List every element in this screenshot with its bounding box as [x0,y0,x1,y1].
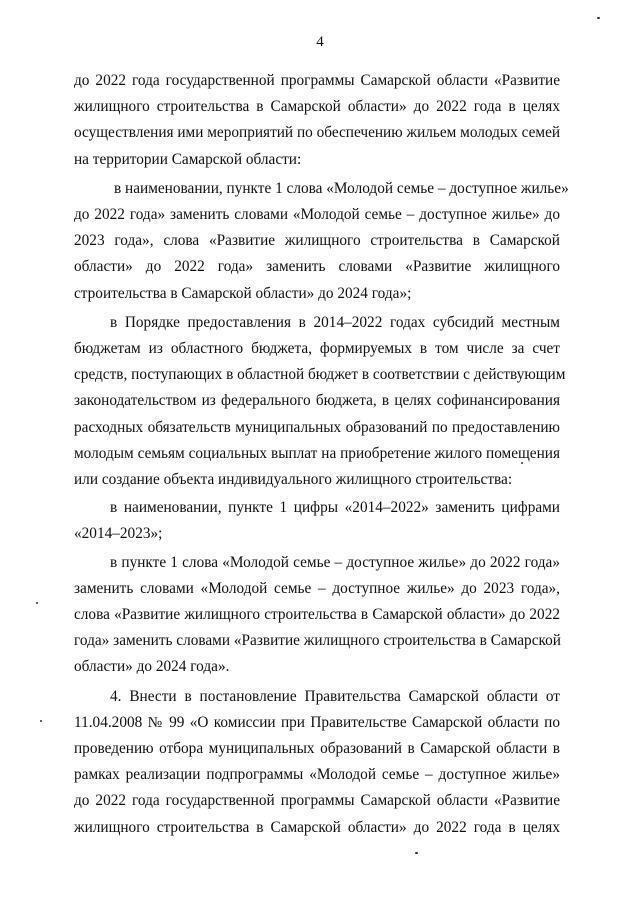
text-line: в пункте 1 слова «Молодой семье – доступное жилье» до 2022 года» [110,553,560,571]
text-line: до 2022 года» заменить словами «Молодой семье – доступное жилье» до [74,206,560,224]
text-line: в Порядке предоставления в 2014–2022 годах субсидий местным [110,313,560,331]
text-line: средств, поступающих в областной бюджет в соответствии с действующим [74,366,566,384]
paragraph-item-4 [74,684,560,841]
text-line: области» до 2024 года». [74,658,230,676]
scan-speck [40,720,42,722]
paragraph-naming-amendment [74,176,569,307]
text-line: «2014–2023»; [74,525,163,543]
scan-speck [597,17,600,19]
text-line: заменить словами «Молодой семье – доступное жилье» до 2023 года», [74,579,560,597]
text-line: на территории Самарской области: [74,150,302,168]
text-line: проведению отбора муниципальных образований в Самарской области в [74,740,560,758]
text-line: или создание объекта индивидуального жилищного строительства: [74,471,513,489]
text-line: строительства в Самарской области» до 2024 года»; [74,284,412,302]
paragraph-point-1-amendment [74,550,560,681]
text-line: области» до 2022 года» заменить словами «Развитие жилищного [74,258,560,276]
text-line: законодательством из федерального бюджета, в целях софинансирования [74,392,560,410]
text-line: слова «Развитие жилищного строительства в Самарской области» до 2022 [74,606,560,624]
text-line: молодым семьям социальных выплат на приобретение жилого помещения [74,444,560,462]
text-line: рамках реализации подпрограммы «Молодой семье – доступное жилье» [74,766,560,784]
text-line: осуществления ими мероприятий по обеспечению жильем молодых семей [74,124,561,142]
page-number: 4 [316,34,324,50]
text-line: 11.04.2008 № 99 «О комиссии при Правительстве Самарской области по [74,713,560,731]
scan-speck [521,462,523,464]
text-line: в наименовании, пункте 1 цифры «2014–2022» заменить цифрами [110,499,560,517]
text-line: года» заменить словами «Развитие жилищного строительства в Самарской [74,632,561,650]
paragraph-procedure [74,310,566,493]
document-body [74,68,569,841]
text-line: расходных обязательств муниципальных образований по предоставлению [74,418,560,436]
text-line: жилищного строительства в Самарской области» до 2022 года в целях [74,818,560,836]
text-line: 4. Внести в постановление Правительства Самарской области от [110,687,560,705]
scan-speck [36,602,38,604]
text-line: 2023 года», слова «Развитие жилищного строительства в Самарской [74,232,560,250]
paragraph-digits-amendment [74,495,560,547]
text-line: до 2022 года государственной программы Самарской области «Развитие [74,792,560,810]
paragraph-continuation [74,68,560,173]
text-line: в наименовании, пункте 1 слова «Молодой семье – доступное жилье» [114,179,569,197]
scan-speck [415,852,418,854]
text-line: жилищного строительства в Самарской области» до 2022 года в целях [74,98,560,116]
text-line: до 2022 года государственной программы Самарской области «Развитие [74,72,560,89]
text-line: бюджетам из областного бюджета, формируемых в том числе за счет [74,340,560,358]
